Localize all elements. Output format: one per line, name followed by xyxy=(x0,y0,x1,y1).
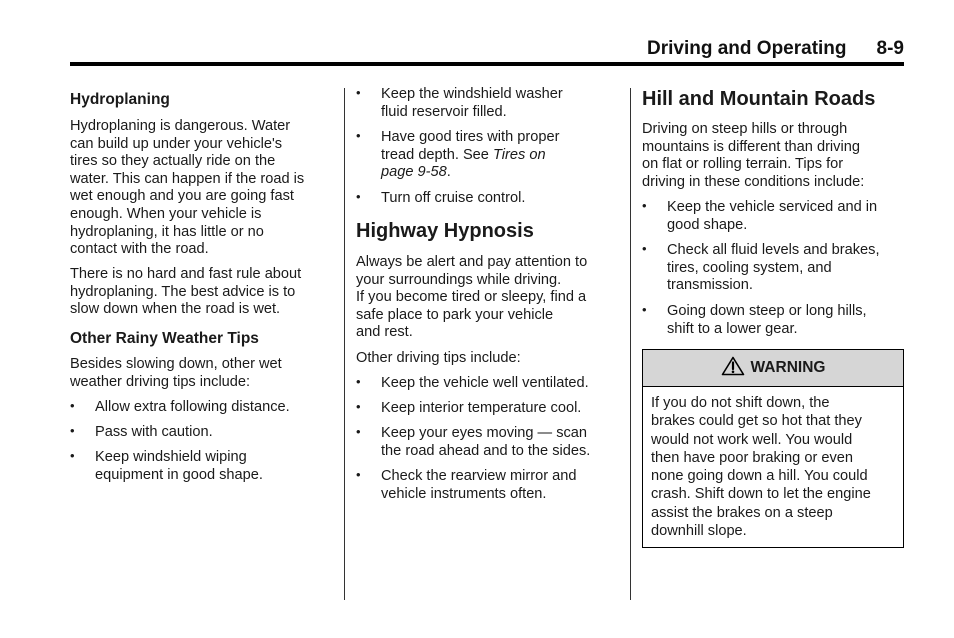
list-item: • Keep windshield wiping equipment in good shape. xyxy=(70,449,263,484)
header-rule xyxy=(70,62,904,66)
paragraph: Other driving tips include: xyxy=(356,350,521,366)
paragraph: Hydroplaning is dangerous. Water can build up under your vehicle's tires so they actually ride on the water. This can happen if the road is wet enough and you are going fast enough. When your vehicle is hydroplaning, it has little or no contact with the road. xyxy=(70,118,305,258)
list-item: • Keep interior temperature cool. xyxy=(356,400,581,418)
paragraph: There is no hard and fast rule about hydroplaning. The best advice is to slow down when the road is wet. xyxy=(70,266,302,318)
heading-highway-hypnosis: Highway Hypnosis xyxy=(356,220,534,242)
warning-label: WARNING xyxy=(750,359,826,376)
list-item: • Turn off cruise control. xyxy=(356,190,525,208)
column-divider xyxy=(630,88,631,600)
heading-rainy-weather: Other Rainy Weather Tips xyxy=(70,330,259,347)
list-item xyxy=(356,129,559,182)
heading-hill-mountain-roads: Hill and Mountain Roads xyxy=(642,88,876,110)
list-item: • Keep the vehicle well ventilated. xyxy=(356,375,589,393)
warning-header xyxy=(643,350,903,387)
section-title: Driving and Operating xyxy=(647,38,847,59)
cross-reference-link[interactable]: Tires on page 9-58 xyxy=(381,146,546,181)
list-item: • Check the rearview mirror and vehicle instruments often. xyxy=(356,468,576,503)
list-item: • Keep the windshield washer fluid reservoir filled. xyxy=(356,86,563,121)
paragraph: Driving on steep hills or through mountains is different than driving on flat or rolling terrain. Tips for driving in these conditions include: xyxy=(642,121,865,190)
running-header xyxy=(647,38,904,60)
warning-triangle-icon xyxy=(721,356,745,381)
paragraph: Besides slowing down, other wet weather driving tips include: xyxy=(70,356,282,390)
warning-text: If you do not shift down, the brakes could get so hot that they would not work well. You would then have poor braking or even none going down a hill. You could crash. Shift down to let the engine assist the brakes on a steep downhill slope. xyxy=(651,395,871,540)
column-divider xyxy=(344,88,345,600)
list-item-text: . xyxy=(446,164,451,181)
list-item: • Allow extra following distance. xyxy=(70,399,290,417)
list-item: • Keep the vehicle serviced and in good shape. xyxy=(642,199,877,234)
list-item: • Pass with caution. xyxy=(70,424,213,442)
paragraph: Always be alert and pay attention to your surroundings while driving. If you become tired or sleepy, find a safe place to park your vehicle and rest. xyxy=(356,254,588,341)
list-item: • Check all fluid levels and brakes, tires, cooling system, and transmission. xyxy=(642,242,880,295)
list-item-text: Have good tires with proper tread depth. See xyxy=(381,129,560,163)
warning-box xyxy=(642,349,904,548)
list-item: • Going down steep or long hills, shift to a lower gear. xyxy=(642,303,867,338)
heading-hydroplaning: Hydroplaning xyxy=(70,91,170,108)
list-item: • Keep your eyes moving — scan the road ahead and to the sides. xyxy=(356,425,590,460)
page-number: 8-9 xyxy=(876,38,904,59)
